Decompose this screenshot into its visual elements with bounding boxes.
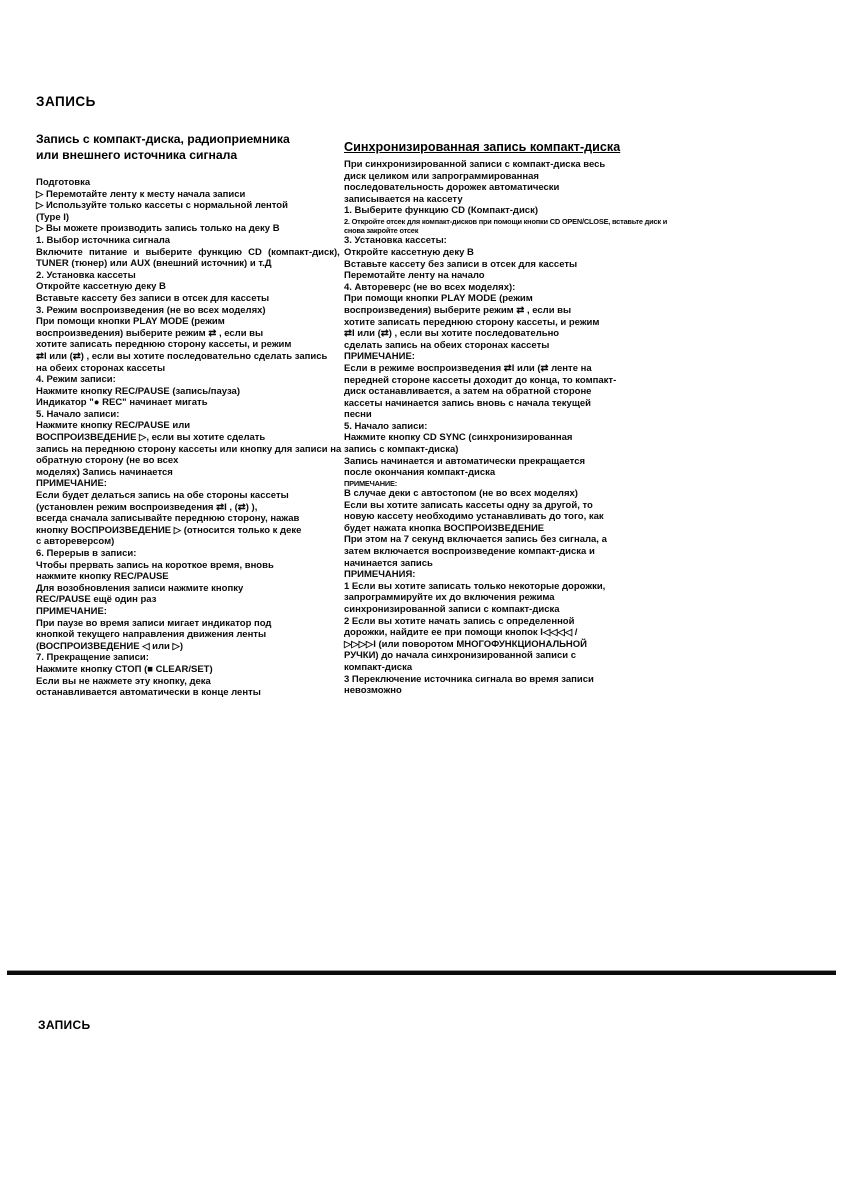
text-line: Если вы хотите записать кассеты одну за другой, то [344, 499, 593, 511]
text-line: сделать запись на обеих сторонах кассеты [344, 339, 550, 351]
text-line: хотите записать переднюю сторону кассеты, и режим [36, 339, 292, 351]
text-line: воспроизведения) выберите режим ⇄ , если вы [36, 327, 264, 339]
text-line: (установлен режим воспроизведения ⇄I , (⇄) ), [36, 501, 258, 513]
text-line: Откройте кассетную деку B [344, 246, 474, 258]
text-line: обратную сторону (не во всех [36, 455, 179, 467]
right-section-title: Синхронизированная запись компакт-диска [344, 140, 621, 154]
text-line: ПРИМЕЧАНИЯ: [344, 569, 416, 581]
text-line: кнопкой текущего направления движения ленты [36, 629, 267, 641]
text-line: ВОСПРОИЗВЕДЕНИЕ ▷, если вы хотите сделать [36, 432, 266, 444]
text-line: В случае деки с автостопом (не во всех моделях) [344, 488, 578, 500]
text-line: Вставьте кассету без записи в отсек для кассеты [36, 292, 270, 304]
text-line: REC/PAUSE ещё один раз [36, 594, 157, 606]
text-line: диск целиком или запрограммированная [344, 170, 539, 182]
text-line: записывается на кассету [344, 193, 463, 205]
text-line: после окончания компакт-диска [344, 467, 496, 479]
text-line: последовательность дорожек автоматически [344, 182, 560, 194]
text-line: При этом на 7 секунд включается запись без сигнала, а [344, 534, 607, 546]
text-line: 3. Установка кассеты: [344, 235, 447, 247]
text-line: Вставьте кассету без записи в отсек для кассеты [344, 258, 578, 270]
text-line: кассеты начинается запись вновь с начала текущей [344, 397, 591, 409]
text-line: Запись начинается и автоматически прекращается [344, 455, 586, 467]
text-line: ▷▷▷▷I (или поворотом МНОГОФУНКЦИОНАЛЬНОЙ [344, 638, 588, 650]
text-line: 5. Начало записи: [36, 408, 120, 420]
text-line: ПРИМЕЧАНИЕ: [344, 478, 398, 488]
text-line: Если вы не нажмете эту кнопку, дека [36, 675, 211, 687]
text-line: TUNER (тюнер) или AUX (внешний источник) и т.Д [36, 258, 272, 270]
text-line: 4. Автореверс (не во всех моделях): [344, 281, 516, 293]
text-line: хотите записать переднюю сторону кассеты, и режим [344, 316, 600, 328]
left-section-title [36, 131, 290, 163]
text-line: с автореверсом) [36, 536, 115, 548]
text-line: затем включается воспроизведение компакт-диска и [344, 546, 595, 558]
text-line: ▷ Используйте только кассеты с нормальной лентой [36, 200, 288, 212]
text-line: Нажмите кнопку REC/PAUSE или [36, 420, 191, 432]
text-line: передней стороне кассеты доходит до конца, то компакт- [344, 374, 617, 386]
text-line: будет нажата кнопка ВОСПРОИЗВЕДЕНИЕ [344, 522, 545, 534]
text-line: Включите питание и выберите функцию CD (компакт-диск), [36, 246, 340, 258]
text-line: воспроизведения) выберите режим ⇄ , если вы [344, 304, 572, 316]
text-line: компакт-диска [344, 661, 413, 673]
text-line: 6. Перерыв в записи: [36, 548, 137, 559]
text-line: 1. Выбор источника сигнала [36, 234, 171, 246]
text-line: ▷ Перемотайте ленту к месту начала записи [36, 188, 246, 200]
text-line: 1 Если вы хотите записать только некоторые дорожки, [344, 580, 606, 592]
text-line: запрограммируйте их до включения режима [344, 592, 555, 604]
horizontal-divider [7, 970, 836, 975]
text-line: кнопку ВОСПРОИЗВЕДЕНИЕ ▷ (относится только к деке [36, 524, 302, 536]
text-line: дорожки, найдите ее при помощи кнопок I◁◁◁◁ / [344, 627, 578, 639]
text-line: (ВОСПРОИЗВЕДЕНИЕ ◁ или ▷) [36, 640, 183, 652]
text-line: 3. Режим воспроизведения (не во всех моделях) [36, 304, 266, 316]
page-title-top: ЗАПИСЬ [36, 94, 96, 109]
text-line: нажмите кнопку REC/PAUSE [36, 571, 169, 583]
text-line: Индикатор "● REC" начинает мигать [36, 397, 208, 409]
text-line: песни [344, 409, 372, 421]
text-line: ПРИМЕЧАНИЕ: [344, 351, 415, 363]
text-line: 5. Начало записи: [344, 420, 428, 432]
text-line: 7. Прекращение записи: [36, 652, 149, 664]
text-line: Нажмите кнопку СТОП (■ CLEAR/SET) [36, 663, 213, 675]
text-line: ⇄I или (⇄) , если вы хотите последовательно сделать запись [36, 350, 328, 362]
text-line: останавливается автоматически в конце ленты [36, 687, 261, 699]
text-line: Для возобновления записи нажмите кнопку [36, 582, 244, 594]
text-line: (Type I) [36, 211, 70, 223]
left-column-text [36, 177, 346, 699]
text-line: ⇄I или (⇄) , если вы хотите последовательно [344, 328, 560, 340]
text-line: ПРИМЕЧАНИЕ: [36, 605, 107, 617]
text-line: всегда сначала записывайте переднюю сторону, нажав [36, 513, 300, 525]
text-line: 2. Откройте отсек для компакт-дисков при помощи кнопки CD OPEN/CLOSE, вставьте диск и [344, 216, 668, 226]
text-line: новую кассету необходимо устанавливать до того, как [344, 511, 604, 523]
text-line: Нажмите кнопку REC/PAUSE (запись/пауза) [36, 385, 241, 397]
text-line: начинается запись [344, 557, 433, 569]
text-line: 1. Выберите функцию CD (Компакт-диск) [344, 205, 538, 217]
text-line: Перемотайте ленту на начало [344, 270, 485, 282]
text-line: Нажмите кнопку CD SYNC (синхронизированная [344, 432, 573, 444]
text-line: 2 Если вы хотите начать запись с определенной [344, 615, 575, 627]
text-line: невозможно [344, 685, 402, 697]
right-column-text [344, 159, 674, 697]
left-section-title-line2: или внешнего источника сигнала [36, 148, 238, 162]
left-section-title-line1: Запись с компакт-диска, радиоприемника [36, 132, 290, 146]
text-line: 3 Переключение источника сигнала во время записи [344, 673, 594, 685]
text-line: РУЧКИ) до начала синхронизированной записи с [344, 650, 576, 662]
text-line: 2. Установка кассеты [36, 269, 136, 281]
text-line: снова закройте отсек [344, 226, 419, 236]
text-line: Чтобы прервать запись на короткое время, вновь [36, 559, 274, 571]
text-line: ▷ Вы можете производить запись только на деку B [36, 223, 280, 235]
text-line: Откройте кассетную деку B [36, 281, 166, 293]
page-title-bottom: ЗАПИСЬ [38, 1018, 91, 1032]
text-line: синхронизированной записи с компакт-диска [344, 603, 560, 615]
text-line: запись с компакт-диска) [344, 444, 459, 456]
text-line: диск останавливается, а затем на обратной стороне [344, 386, 592, 398]
text-line: моделях) Запись начинается [36, 466, 173, 478]
text-line: При помощи кнопки PLAY MODE (режим [344, 293, 533, 305]
text-line: При синхронизированной записи с компакт-диска весь [344, 159, 606, 170]
text-line: Если будет делаться запись на обе стороны кассеты [36, 490, 289, 502]
text-line: Подготовка [36, 177, 91, 188]
text-line: Если в режиме воспроизведения ⇄I или (⇄ ленте на [344, 362, 592, 374]
text-line: 4. Режим записи: [36, 374, 116, 386]
text-line: запись на переднюю сторону кассеты или кнопку для записи на [36, 443, 342, 455]
text-line: При паузе во время записи мигает индикатор под [36, 617, 272, 629]
text-line: При помощи кнопки PLAY MODE (режим [36, 316, 225, 328]
text-line: на обеих сторонах кассеты [36, 362, 166, 374]
text-line: ПРИМЕЧАНИЕ: [36, 478, 107, 490]
